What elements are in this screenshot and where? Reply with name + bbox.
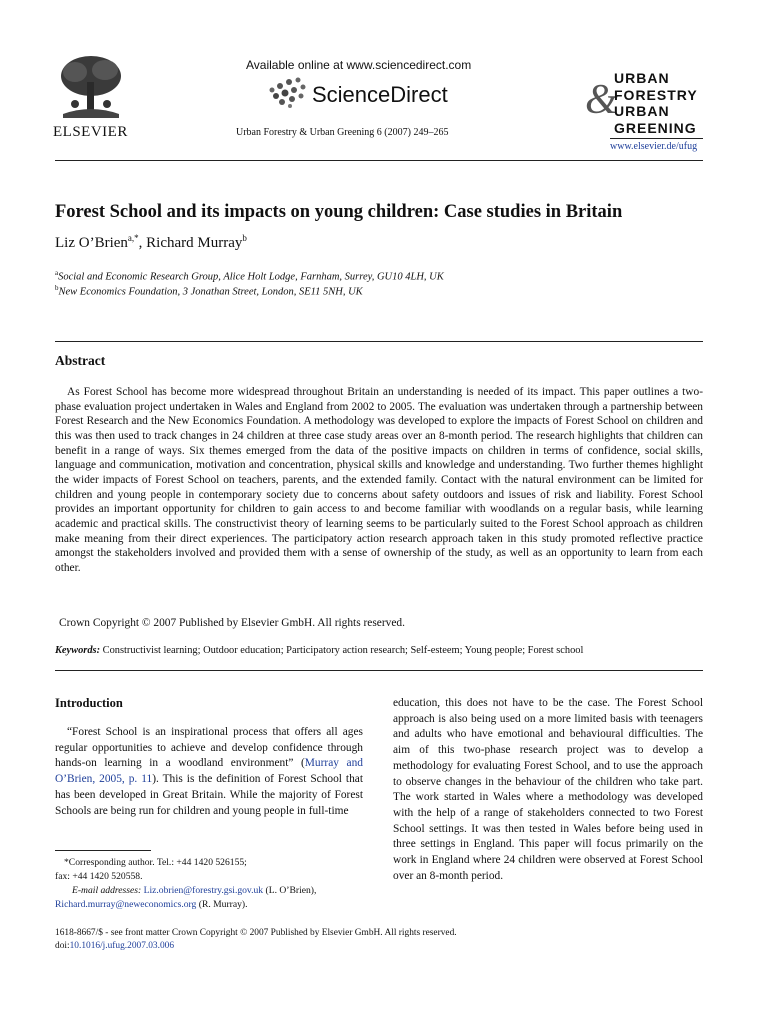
footnote-email1-name: (L. O’Brien), — [265, 885, 317, 896]
affiliation-b — [55, 284, 363, 298]
journal-citation: Urban Forestry & Urban Greening 6 (2007) 249–265 — [236, 127, 449, 138]
journal-logo-amp: & — [585, 77, 618, 123]
footnote-fax: fax: +44 1420 520558. — [55, 871, 143, 882]
intro-p1-b: ). This is the definition of Forest School that has been developed in Great Britain. While the majority of Forest Schools are being run for children and young people in full-time — [55, 773, 363, 817]
journal-logo — [585, 70, 705, 136]
intro-p1-a: “Forest School is an inspirational process that offers all ages regular opportunities to achieve and develop confidence through hands-on learning in a woodland environment” ( — [55, 726, 363, 770]
authors — [55, 233, 247, 252]
journal-logo-line2: FORESTRY — [614, 86, 698, 103]
footnote-email-label: E-mail addresses: — [72, 885, 142, 896]
email-link-2[interactable]: Richard.murray@neweconomics.org — [55, 899, 197, 910]
publisher-name: ELSEVIER — [53, 124, 128, 140]
elsevier-tree-icon — [55, 50, 127, 122]
affiliation-a — [55, 269, 444, 283]
footer-doi — [55, 941, 174, 951]
doi-link[interactable]: 10.1016/j.ufug.2007.03.006 — [69, 941, 175, 951]
doi-label: doi: — [55, 941, 70, 951]
abstract-body: As Forest School has become more widespread throughout Britain an understanding is needed of its impact. This paper outlines a two-phase evaluation project undertaken in Wales and England from 2002 to 2005. The evaluation was undertaken through a partnership between Forest Research and the New Economics Foundation. A methodology was developed to explore the impacts of Forest School on children and this was then used to track changes in 24 children at three case study areas over an 8-month period. The research highlights that children can benefit in a range of ways. Six themes emerged from the data of the positive impacts on children in terms of confidence, social skills, language and communication, motivation and concentration, physical skills and knowledge and understanding. Two further themes highlight the wider impacts of Forest School on teachers, parents, and the extended family. Contact with the natural environment can be limited for children and young people in contemporary society due to concerns about safety outdoors and issues of risk and liability. Forest School provides an important opportunity for children to gain access to and become familiar with woodlands on a regular basis, while learning academic and practical skills. The constructivist theory of learning seems to be particularly suited to the Forest School approach as children make meaning from their direct experiences. The participatory action research approach taken in this study promoted reflective practice amongst the stakeholders involved and provided them with a sense of ownership of the study, as well as an opportunity to learn from each other. — [55, 386, 703, 574]
sciencedirect-wordmark: ScienceDirect — [312, 82, 448, 107]
journal-url-link[interactable]: www.elsevier.de/ufug — [610, 141, 698, 152]
affil-b-sup: b — [55, 284, 59, 292]
keywords-label: Keywords: — [55, 645, 101, 656]
author-1-sup: a,* — [127, 233, 139, 243]
footnote-email2-name: (R. Murray). — [198, 899, 248, 910]
intro-paragraph-2: education, this does not have to be the case. The Forest School approach is also being used on a more limited basis with teenagers and adults who have emotional and behavioural difficulties. The aim of this two-phase research project was to develop a methodology for evaluating Forest School, and to use the approach to observe changes in the behaviour of the children who take part. The work started in Wales where a methodology was developed with the help of a range of stakeholders connected to two Forest School settings. It was then tested in Wales before being used in three settings in England. This paper will focus primarily on the work in England where 24 children were observed at Forest School over an 8-month period. — [393, 697, 703, 882]
sciencedirect-logo — [264, 76, 454, 110]
elsevier-logo — [55, 50, 127, 122]
citation-link[interactable]: Murray and O’Brien, 2005, p. 11 — [55, 757, 363, 786]
keywords-text: Constructivist learning; Outdoor education; Participatory action research; Self-esteem; Young people; Forest school — [102, 645, 584, 656]
author-2-sup: b — [242, 233, 247, 243]
journal-logo-line4: GREENING — [614, 119, 697, 136]
journal-logo-line3: URBAN — [614, 103, 670, 119]
email-link-1[interactable]: Liz.obrien@forestry.gsi.gov.uk — [143, 885, 264, 896]
abstract-heading: Abstract — [55, 353, 106, 368]
abstract-copyright: Crown Copyright © 2007 Published by Elsevier GmbH. All rights reserved. — [59, 617, 405, 629]
affil-a-text: Social and Economic Research Group, Alice Holt Lodge, Farnham, Surrey, GU10 4LH, UK — [58, 271, 444, 283]
intro-heading: Introduction — [55, 696, 123, 710]
article-title: Forest School and its impacts on young children: Case studies in Britain — [55, 202, 623, 222]
keywords — [55, 645, 583, 656]
affil-a-sup: a — [55, 269, 59, 277]
author-1: Liz O’Brien — [55, 235, 128, 251]
footnote-corr: *Corresponding author. Tel.: +44 1420 526155; — [64, 857, 247, 868]
sciencedirect-dots-icon — [264, 76, 310, 110]
author-separator: , — [138, 235, 147, 251]
header-rule — [55, 160, 703, 161]
footnote-rule — [55, 850, 151, 851]
affil-b-text: New Economics Foundation, 3 Jonathan Street, London, SE11 5NH, UK — [58, 286, 363, 298]
footer-front-matter: 1618-8667/$ - see front matter Crown Copyright © 2007 Published by Elsevier GmbH. All rights reserved. — [55, 928, 457, 938]
author-2: Richard Murray — [146, 235, 243, 251]
journal-logo-rule — [610, 138, 703, 139]
intro-paragraph-1 — [55, 725, 363, 819]
journal-logo-line1: URBAN — [614, 70, 670, 86]
footnote — [55, 856, 365, 912]
abstract-bottom-rule — [55, 670, 703, 671]
available-online: Available online at www.sciencedirect.com — [246, 58, 472, 72]
abstract-top-rule — [55, 341, 703, 342]
